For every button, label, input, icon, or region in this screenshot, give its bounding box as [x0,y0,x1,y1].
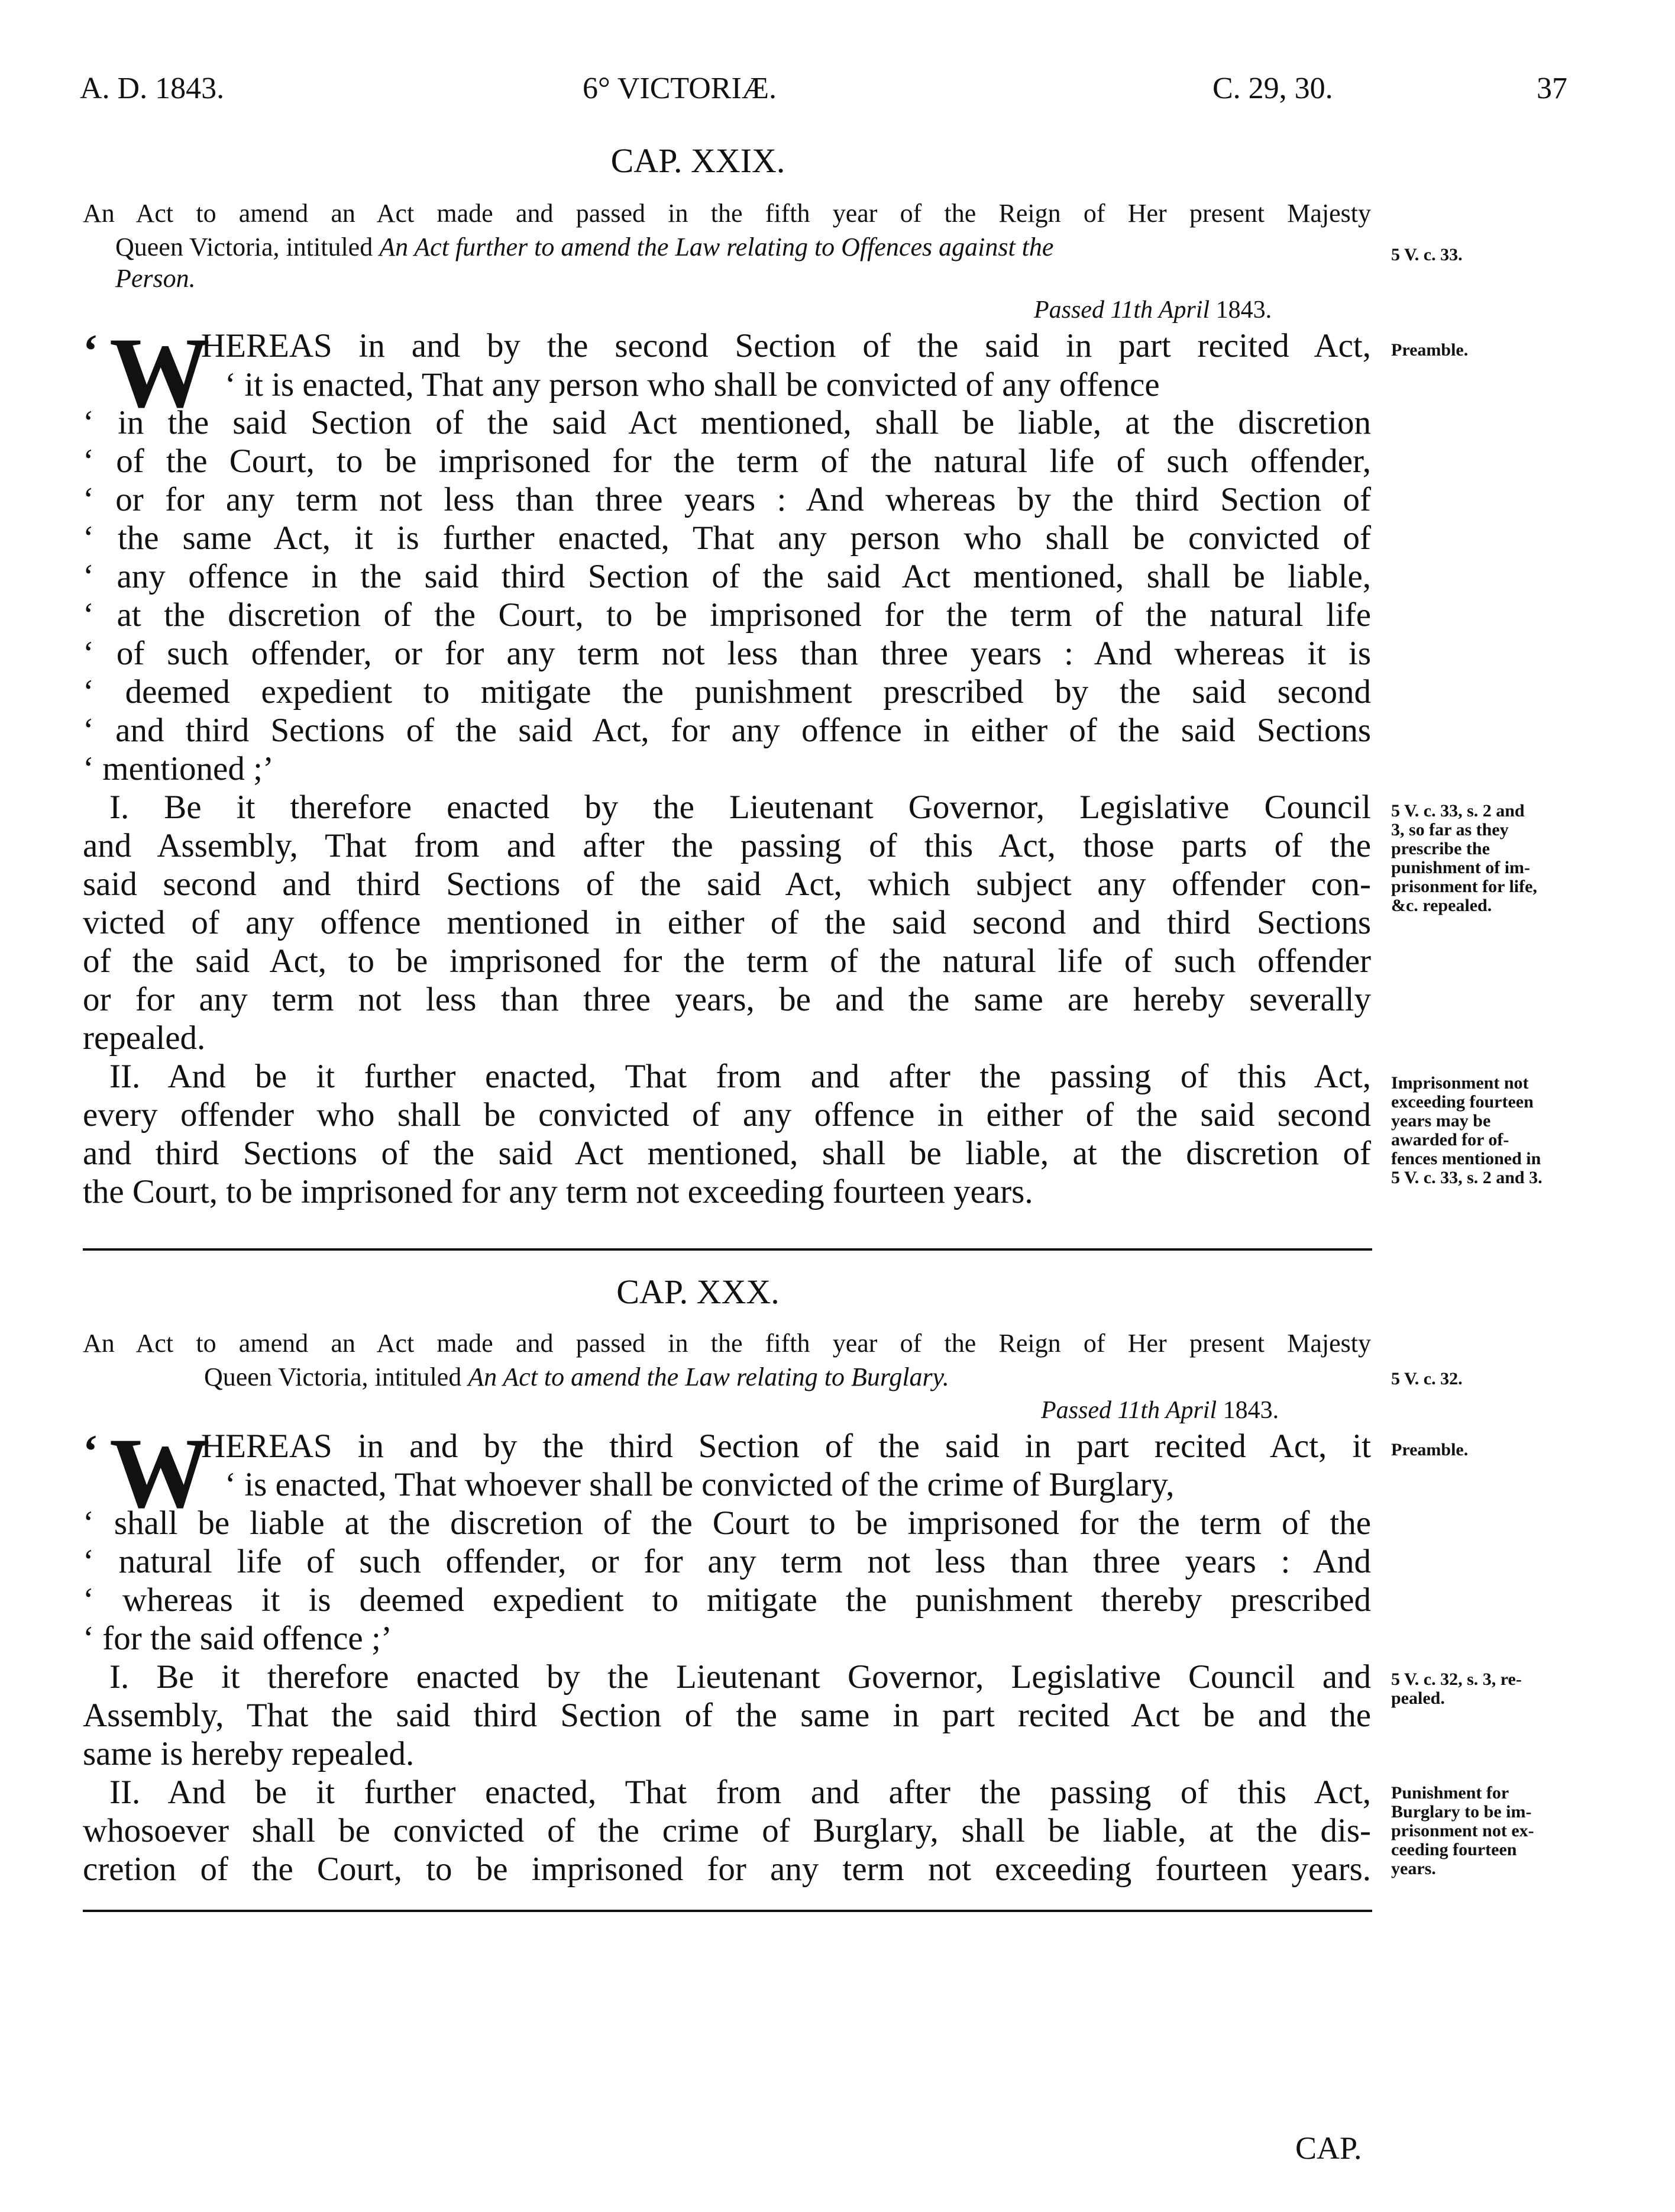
cap29-title-line2 [115,232,1053,262]
cap29-sec1-line: I. Be it therefore enacted by the Lieutenant Governor, Legislative Council [109,789,1371,826]
cap30-note-preamble: Preamble. [1391,1440,1469,1459]
cap29-passed [1034,296,1272,324]
cap30-preamble-line: ‘ natural life of such offender, or for any term not less than three years : And [83,1543,1371,1580]
section-divider [83,1248,1372,1251]
cap30-note-sec2-line: Punishment for [1391,1783,1509,1803]
cap29-heading: CAP. XXIX. [610,141,785,180]
header-date: A. D. 1843. [80,72,225,105]
cap29-title-short: An Act further to amend the Law relating to Offences against the [379,232,1054,261]
cap29-sec1-line: of the said Act, to be imprisoned for the term of the natural life of such offender [83,942,1371,980]
cap29-note-sec1-line: punishment of im- [1391,858,1531,877]
cap29-preamble-line: ‘ it is enacted, That any person who shall be convicted of any offence [225,366,1160,403]
cap29-sec1-line: or for any term not less than three years, be and the same are hereby severally [83,981,1371,1018]
cap29-passed-date: 11th April [1110,296,1210,324]
cap29-passed-year: 1843. [1215,296,1272,324]
cap30-note-sec2-line: prisonment not ex- [1391,1821,1534,1840]
cap30-note-sec2-line: Burglary to be im- [1391,1802,1532,1822]
cap29-preamble-line: ‘ any offence in the said third Section of the said Act mentioned, shall be liable, [83,558,1371,595]
cap29-sec2-line: every offender who shall be convicted of any offence in either of the said second [83,1096,1371,1134]
cap29-note-sec2-line: awarded for of- [1391,1130,1509,1149]
cap29-note-ref: 5 V. c. 33. [1391,245,1463,264]
cap29-preamble-line: ‘ at the discretion of the Court, to be imprisoned for the term of the natural life [83,596,1371,634]
cap29-drop-cap: W [109,317,210,428]
cap29-note-sec2-line: Imprisonment not [1391,1073,1529,1093]
cap30-title-intituled: Queen Victoria, intituled [204,1362,462,1391]
cap29-note-sec1-line: prescribe the [1391,839,1490,858]
cap30-note-sec2-line: ceeding fourteen [1391,1840,1517,1859]
cap30-heading: CAP. XXX. [616,1273,780,1311]
cap29-sec1-line: victed of any offence mentioned in either of the said second and third Sections [83,904,1371,941]
cap29-note-sec1-line: &c. repealed. [1391,896,1492,915]
cap30-preamble-line: ‘ is enacted, That whoever shall be convicted of the crime of Burglary, [225,1466,1175,1503]
header-reign: 6° VICTORIÆ. [583,72,777,105]
cap29-preamble-line: ‘ and third Sections of the said Act, for any offence in either of the said Sections [83,712,1371,749]
cap30-open-quote: ‘ [83,1425,98,1477]
cap29-preamble-line: HEREAS in and by the second Section of the said in part recited Act, [201,327,1371,364]
cap29-preamble-line: ‘ mentioned ;’ [83,750,274,787]
cap30-title-line2 [204,1362,949,1392]
cap30-passed-year: 1843. [1223,1397,1279,1424]
cap29-preamble-line: ‘ deemed expedient to mitigate the punishment prescribed by the said second [83,673,1371,711]
cap30-note-ref: 5 V. c. 32. [1391,1369,1463,1388]
cap29-sec1-line: said second and third Sections of the said Act, which subject any offender con- [83,866,1371,903]
cap30-sec1-line: Assembly, That the said third Section of the same in part recited Act be and the [83,1697,1371,1734]
page-number: 37 [1537,72,1567,105]
cap30-drop-cap: W [109,1417,210,1529]
cap29-title-line3: Person. [115,264,196,293]
cap30-title-short: An Act to amend the Law relating to Burglary. [468,1362,949,1391]
cap30-sec2-line: II. And be it further enacted, That from and after the passing of this Act, [109,1774,1371,1811]
cap30-preamble-line: ‘ whereas it is deemed expedient to mitigate the punishment thereby prescribed [83,1581,1371,1619]
cap29-note-sec1-line: 3, so far as they [1391,820,1509,839]
cap30-passed-label: Passed [1041,1397,1111,1424]
cap30-passed-date: 11th April [1117,1397,1217,1424]
cap30-title-line1: An Act to amend an Act made and passed in the fifth year of the Reign of Her present Majesty [83,1329,1371,1358]
cap30-sec2-line: cretion of the Court, to be imprisoned for any term not exceeding fourteen years. [83,1851,1371,1888]
cap30-preamble-line: ‘ shall be liable at the discretion of the Court to be imprisoned for the term of the [83,1504,1371,1542]
cap29-open-quote: ‘ [83,325,98,376]
cap29-note-sec1-line: 5 V. c. 33, s. 2 and [1391,801,1525,821]
cap29-note-sec2-line: 5 V. c. 33, s. 2 and 3. [1391,1168,1543,1187]
cap30-note-sec1-line: pealed. [1391,1688,1445,1708]
cap29-sec1-line: and Assembly, That from and after the passing of this Act, those parts of the [83,827,1371,864]
cap29-passed-label: Passed [1034,296,1104,324]
cap29-preamble-line: ‘ of the Court, to be imprisoned for the term of the natural life of such offender, [83,443,1371,480]
cap29-sec2-line: and third Sections of the said Act mentioned, shall be liable, at the discretion of [83,1135,1371,1172]
cap29-sec2-line: II. And be it further enacted, That from and after the passing of this Act, [109,1058,1371,1095]
cap30-sec1-line: same is hereby repealed. [83,1735,415,1772]
cap29-sec1-line: repealed. [83,1019,206,1057]
cap30-sec1-line: I. Be it therefore enacted by the Lieutenant Governor, Legislative Council and [109,1658,1371,1696]
cap30-sec2-line: whosoever shall be convicted of the crime of Burglary, shall be liable, at the dis- [83,1812,1371,1849]
cap29-preamble-line: ‘ in the said Section of the said Act mentioned, shall be liable, at the discretion [83,404,1371,441]
cap29-title-line1: An Act to amend an Act made and passed in the fifth year of the Reign of Her present Majesty [83,199,1371,228]
cap30-preamble-line: HEREAS in and by the third Section of the said in part recited Act, it [201,1428,1371,1465]
cap29-title-intituled: Queen Victoria, intituled [115,232,373,261]
cap30-note-sec1-line: 5 V. c. 32, s. 3, re- [1391,1670,1522,1689]
cap29-note-sec1-line: prisonment for life, [1391,877,1537,896]
cap29-note-sec2-line: exceeding fourteen [1391,1092,1534,1112]
section-divider [83,1910,1372,1912]
cap30-note-sec2-line: years. [1391,1859,1436,1878]
cap30-passed [1041,1396,1279,1425]
cap29-sec2-line: the Court, to be imprisoned for any term not exceeding fourteen years. [83,1173,1033,1210]
cap30-preamble-line: ‘ for the said offence ;’ [83,1620,392,1657]
header-chapters: C. 29, 30. [1212,72,1333,105]
cap29-preamble-line: ‘ of such offender, or for any term not less than three years : And whereas it is [83,635,1371,672]
catchword: CAP. [1295,2130,1362,2166]
cap29-note-preamble: Preamble. [1391,340,1469,360]
cap29-preamble-line: ‘ or for any term not less than three years : And whereas by the third Section of [83,481,1371,518]
cap29-note-sec2-line: fences mentioned in [1391,1149,1541,1168]
cap29-note-sec2-line: years may be [1391,1111,1491,1131]
cap29-preamble-line: ‘ the same Act, it is further enacted, That any person who shall be convicted of [83,519,1371,557]
